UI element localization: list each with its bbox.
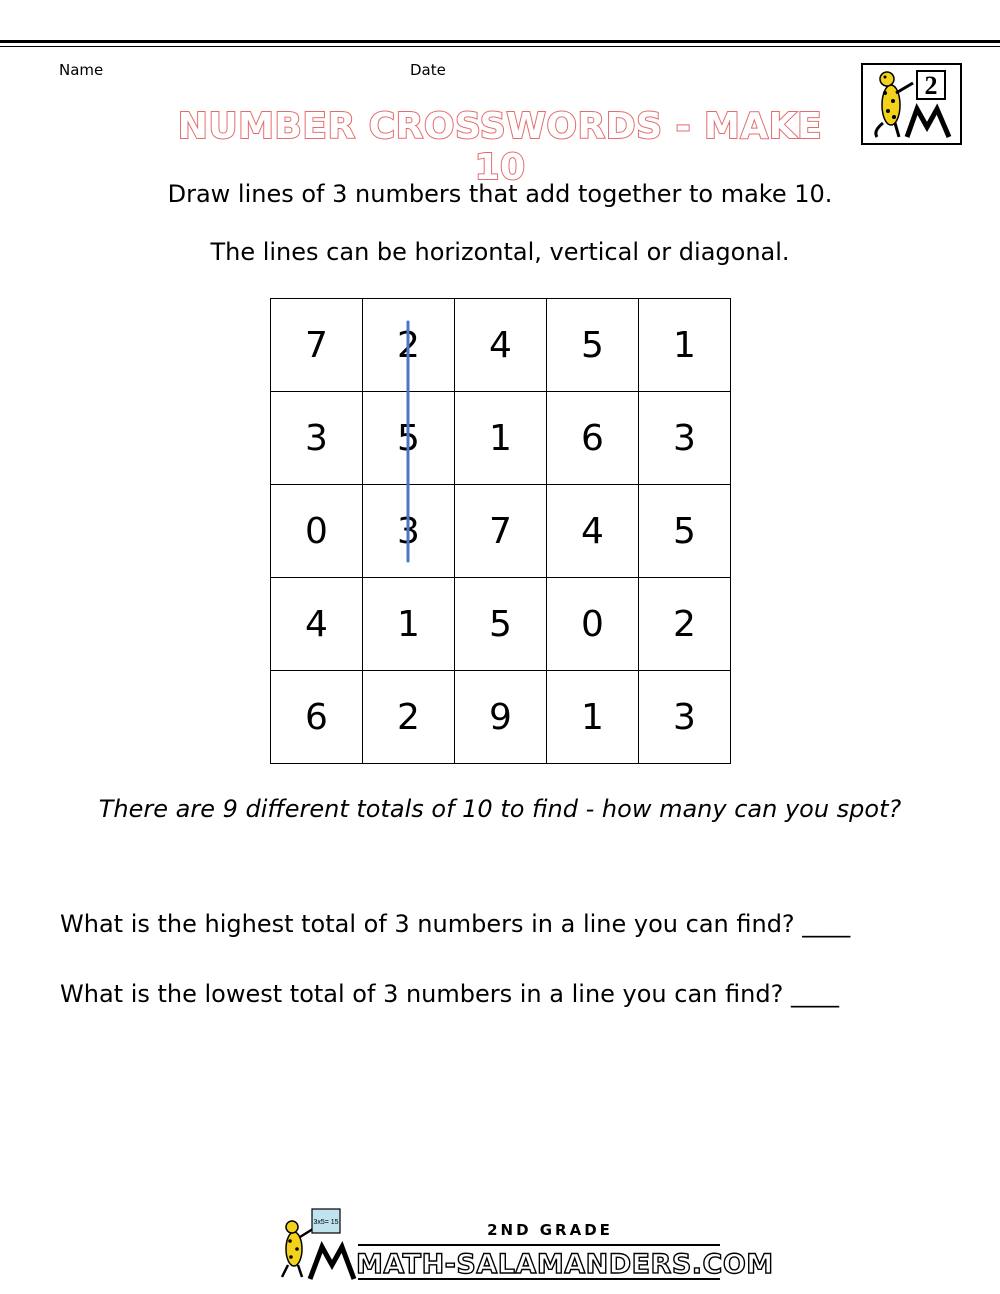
grid-cell: 1 bbox=[639, 299, 731, 392]
hint-text: There are 9 different totals of 10 to find - how many can you spot? bbox=[98, 795, 902, 823]
grid-cell: 2 bbox=[639, 578, 731, 671]
footer-grade: 2ND GRADE bbox=[487, 1221, 613, 1239]
top-rule bbox=[0, 40, 1000, 43]
top-rule-thin bbox=[0, 46, 1000, 47]
grid-cell: 5 bbox=[639, 485, 731, 578]
grid-cell: 0 bbox=[547, 578, 639, 671]
grid-cell: 4 bbox=[455, 299, 547, 392]
grid-row bbox=[271, 485, 731, 578]
salamander-grade-2-logo-icon bbox=[861, 63, 962, 145]
grid-cell: 6 bbox=[547, 392, 639, 485]
grid-cell: 9 bbox=[455, 671, 547, 764]
grid-cell: 1 bbox=[547, 671, 639, 764]
grid-cell: 0 bbox=[271, 485, 363, 578]
page-title: NUMBER CROSSWORDS - MAKE 10 bbox=[177, 106, 823, 188]
grid-cell: 4 bbox=[271, 578, 363, 671]
name-label: Name bbox=[59, 61, 104, 79]
math-salamanders-logo-icon bbox=[270, 1205, 774, 1285]
number-grid bbox=[270, 298, 731, 764]
grid-cell: 3 bbox=[271, 392, 363, 485]
grid-row bbox=[271, 671, 731, 764]
grid-cell: 2 bbox=[363, 299, 455, 392]
grid-cell: 3 bbox=[363, 485, 455, 578]
footer-sign-text: 3x5= 15 bbox=[313, 1219, 339, 1226]
date-label: Date bbox=[410, 61, 446, 79]
grid-row bbox=[271, 299, 731, 392]
grid-cell: 1 bbox=[455, 392, 547, 485]
grid-cell: 6 bbox=[271, 671, 363, 764]
grid-cell: 5 bbox=[363, 392, 455, 485]
instruction-line-2: The lines can be horizontal, vertical or diagonal. bbox=[210, 238, 790, 266]
grid-row bbox=[271, 392, 731, 485]
grid-cell: 3 bbox=[639, 392, 731, 485]
grid-cell: 7 bbox=[455, 485, 547, 578]
grid-cell: 2 bbox=[363, 671, 455, 764]
grid-cell: 7 bbox=[271, 299, 363, 392]
grid-cell: 3 bbox=[639, 671, 731, 764]
grid-cell: 5 bbox=[455, 578, 547, 671]
logo-digit: 2 bbox=[924, 71, 938, 100]
grid-row bbox=[271, 578, 731, 671]
grid-cell: 5 bbox=[547, 299, 639, 392]
footer-site: MATH-SALAMANDERS.COM bbox=[356, 1249, 774, 1280]
lowest-total-question: What is the lowest total of 3 numbers in a line you can find? ____ bbox=[60, 980, 839, 1008]
instruction-line-1: Draw lines of 3 numbers that add together to make 10. bbox=[167, 180, 833, 208]
grid-cell: 1 bbox=[363, 578, 455, 671]
highest-total-question: What is the highest total of 3 numbers in a line you can find? ____ bbox=[60, 910, 851, 938]
grid-cell: 4 bbox=[547, 485, 639, 578]
